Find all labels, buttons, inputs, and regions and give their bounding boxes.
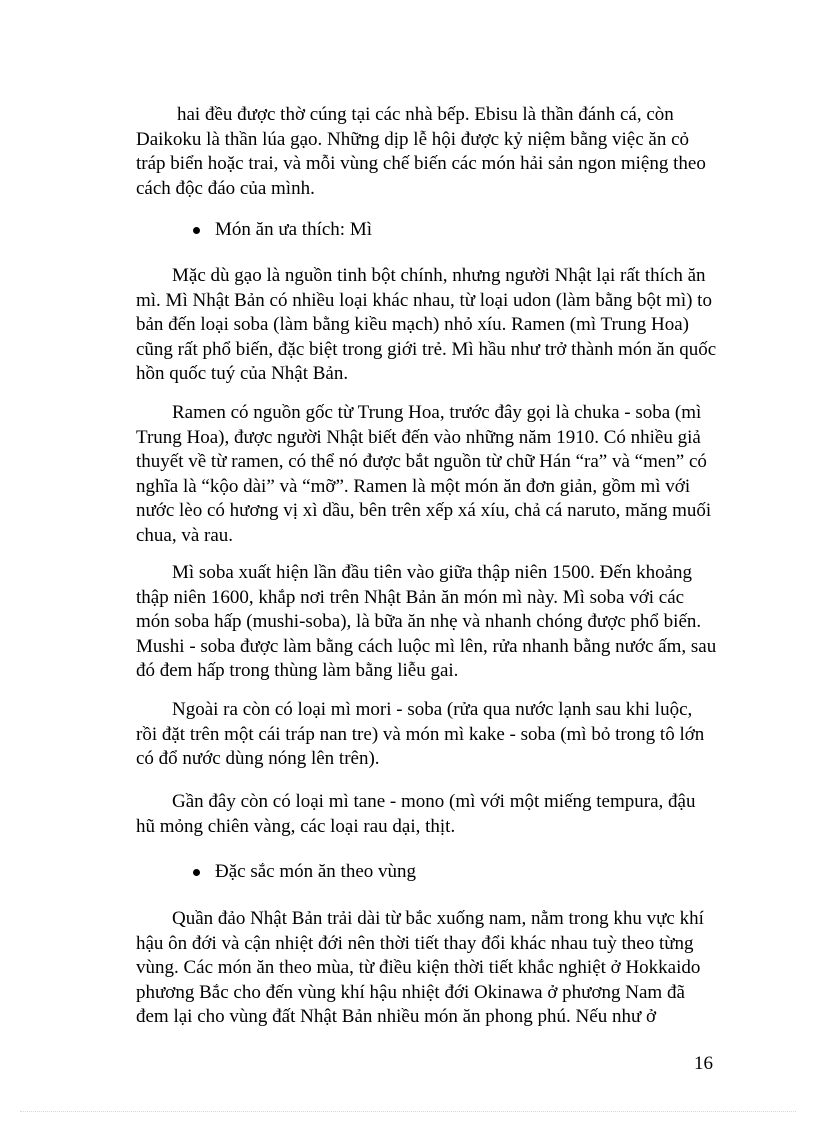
text-line: Trung Hoa), được người Nhật biết đến vào những năm 1910. Có nhiều giả bbox=[136, 426, 701, 448]
text-line: hũ mỏng chiên vàng, các loại rau dại, thịt. bbox=[136, 815, 456, 837]
text-line: Quần đảo Nhật Bản trải dài từ bắc xuống nam, nằm trong khu vực khí bbox=[172, 908, 704, 929]
text-line: đó đem hấp trong thùng làm bằng liễu gai. bbox=[136, 660, 459, 681]
text-line: Ngoài ra còn có loại mì mori - soba (rửa qua nước lạnh sau khi luộc, bbox=[172, 699, 693, 720]
text-line: thuyết về từ ramen, có thể nó được bắt nguồn từ chữ Hán “ra” và “men” có bbox=[136, 451, 707, 472]
text-line: món soba hấp (mushi-soba), là bữa ăn nhẹ và nhanh chóng được phổ biến. bbox=[136, 611, 702, 632]
text-line: chua, và rau. bbox=[136, 524, 234, 546]
text-line: Ramen có nguồn gốc từ Trung Hoa, trước đây gọi là chuka - soba (mì bbox=[172, 402, 702, 423]
text-line: vùng. Các món ăn theo mùa, từ điều kiện thời tiết khắc nghiệt ở Hokkaido bbox=[136, 957, 701, 978]
paragraph-ramen bbox=[136, 401, 712, 548]
text-line: bản đến loại soba (làm bằng kiều mạch) nhỏ xíu. Ramen (mì Trung Hoa) bbox=[136, 314, 690, 335]
text-line: cách độc đáo của mình. bbox=[136, 177, 315, 199]
text-line: Mặc dù gạo là nguồn tinh bột chính, nhưng người Nhật lại rất thích ăn bbox=[172, 265, 706, 286]
text-line: nước lèo có hương vị xì dầu, bên trên xếp xá xíu, chả cá naruto, măng muối bbox=[136, 500, 712, 521]
text-line: hai đều được thờ cúng tại các nhà bếp. Ebisu là thần đánh cá, còn bbox=[177, 104, 674, 125]
text-line: tráp biển hoặc trai, và mỗi vùng chế biến các món hải sản ngon miệng theo bbox=[136, 153, 706, 174]
text-line: Daikoku là thần lúa gạo. Những dịp lễ hội được kỷ niệm bằng việc ăn cỏ bbox=[136, 128, 690, 150]
page-number: 16 bbox=[694, 1053, 713, 1074]
paragraph-rice-noodles bbox=[136, 264, 717, 387]
text-line: nghĩa là “kộo dài” và “mỡ”. Ramen là một món ăn đơn giản, gồm mì với bbox=[136, 475, 691, 497]
text-line: Mushi - soba được làm bằng cách luộc mì lên, rửa nhanh bằng nước ấm, sau bbox=[136, 635, 717, 657]
text-line: thập niên 1600, khắp nơi trên Nhật Bản ăn món mì này. Mì soba với các bbox=[136, 586, 685, 608]
text-line: Mì soba xuất hiện lần đầu tiên vào giữa thập niên 1500. Đến khoảng bbox=[172, 562, 693, 583]
text-line: hậu ôn đới và cận nhiệt đới nên thời tiết thay đổi khác nhau tuỳ theo từng bbox=[136, 932, 694, 954]
bullet-icon bbox=[193, 869, 200, 876]
text-line: đem lại cho vùng đất Nhật Bản nhiều món ăn phong phú. Nếu như ở bbox=[136, 1006, 657, 1027]
bullet-icon bbox=[193, 227, 200, 234]
text-line: Gần đây còn có loại mì tane - mono (mì với một miếng tempura, đậu bbox=[172, 791, 696, 812]
bullet-label: Món ăn ưa thích: Mì bbox=[215, 219, 373, 240]
bullet-label: Đặc sắc món ăn theo vùng bbox=[215, 861, 417, 882]
text-line: phương Bắc cho đến vùng khí hậu nhiệt đới Okinawa ở phương Nam đã bbox=[136, 981, 685, 1003]
text-line: cũng rất phổ biến, đặc biệt trong giới trẻ. Mì hầu như trở thành món ăn quốc bbox=[136, 338, 717, 360]
paragraph-tane-mono bbox=[136, 790, 696, 839]
text-line: có đổ nước dùng nóng lên trên). bbox=[136, 748, 380, 769]
page-bottom-divider bbox=[20, 1111, 796, 1112]
text-line: hồn quốc tuý của Nhật Bản. bbox=[136, 363, 349, 384]
text-line: mì. Mì Nhật Bản có nhiều loại khác nhau, từ loại udon (làm bằng bột mì) to bbox=[136, 289, 712, 311]
paragraph-soba bbox=[136, 561, 717, 684]
text-line: rồi đặt trên một cái tráp nan tre) và món mì kake - soba (mì bỏ trong tô lớn bbox=[136, 723, 705, 745]
paragraph-ebisu bbox=[136, 103, 706, 201]
paragraph-regional-climate bbox=[136, 907, 704, 1030]
paragraph-mori-soba bbox=[136, 698, 705, 772]
